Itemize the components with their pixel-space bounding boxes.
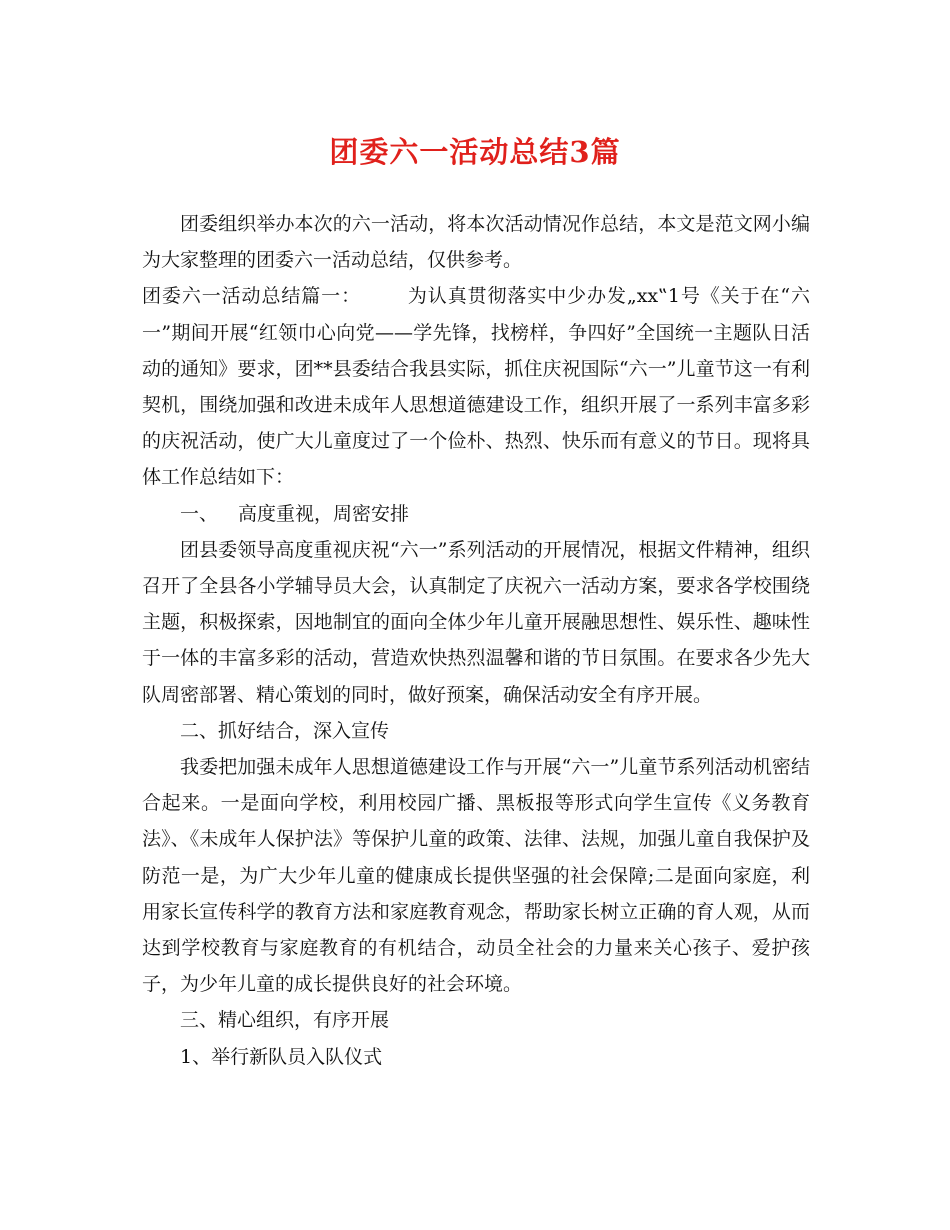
part-one-paragraph	[142, 278, 810, 495]
section-one-heading	[142, 496, 810, 532]
intro-paragraph: 团委组织举办本次的六一活动，将本次活动情况作总结，本文是范文网小编为大家整理的团委六一活动总结，仅供参考。	[142, 213, 810, 272]
part-one-text: 为认真贯彻落实中少办发„xx‟1号《关于在“六一”期间开展“红领巾心向党——学先锋，找榜样，争四好”全国统一主题队日活动的通知》要求，团**县委结合我县实际，抓住庆祝国际“六一”儿童节这一有利契机，围绕加强和改进未成年人思想道德建设工作，组织开展了一系列丰富多彩的庆祝活动，使广大儿童度过了一个俭朴、热烈、快乐而有意义的节日。现将具体工作总结如下：	[142, 285, 810, 489]
section-one-number: 一、	[180, 502, 219, 525]
document-body	[142, 206, 810, 1075]
document-title: 团委六一活动总结3篇	[329, 135, 621, 169]
subsection-one-heading: 1、举行新队员入队仪式	[180, 1045, 383, 1068]
section-one-paragraph: 团县委领导高度重视庆祝“六一”系列活动的开展情况，根据文件精神，组织召开了全县各小学辅导员大会，认真制定了庆祝六一活动方案，要求各学校围绕主题，积极探索，因地制宜的面向全体少年儿童开展融思想性、娱乐性、趣味性于一体的丰富多彩的活动，营造欢快热烈温馨和谐的节日氛围。在要求各少先大队周密部署、精心策划的同时，做好预案，确保活动安全有序开展。	[142, 538, 810, 706]
section-two-paragraph: 我委把加强未成年人思想道德建设工作与开展“六一”儿童节系列活动机密结合起来。一是面向学校，利用校园广播、黑板报等形式向学生宣传《义务教育法》、《未成年人保护法》等保护儿童的政策、法律、法规，加强儿童自我保护及防范一是，为广大少年儿童的健康成长提供坚强的社会保障;二是面向家庭，利用家长宣传科学的教育方法和家庭教育观念，帮助家长树立正确的育人观，从而达到学校教育与家庭教育的有机结合，动员全社会的力量来关心孩子、爱护孩子，为少年儿童的成长提供良好的社会环境。	[142, 756, 810, 996]
section-one-title: 高度重视，周密安排	[238, 502, 410, 525]
section-two-heading: 二、抓好结合，深入宣传	[180, 719, 390, 742]
section-three-heading: 三、精心组织，有序开展	[180, 1009, 390, 1032]
part-one-label: 团委六一活动总结篇一：	[142, 285, 361, 308]
